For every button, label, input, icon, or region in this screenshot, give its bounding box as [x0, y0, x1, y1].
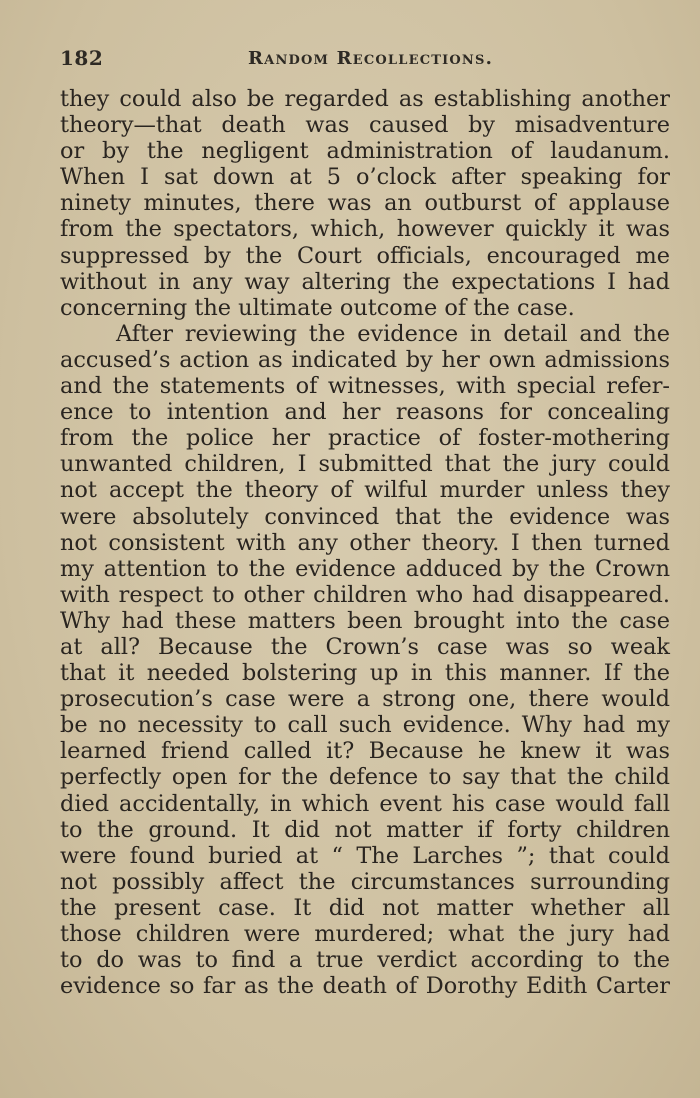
text-line: After reviewing the evidence in detail and the — [116, 320, 670, 347]
text-line: without in any way altering the expectations I had — [60, 268, 670, 295]
text-line: and the statements of witnesses, with special refer- — [60, 373, 670, 400]
text-line: learned friend called it? Because he knew it was — [60, 738, 670, 765]
text-line: were absolutely convinced that the evidence was — [60, 503, 670, 530]
text-line: be no necessity to call such evidence. Why had my — [60, 712, 670, 739]
body-text — [60, 86, 670, 999]
text-line: When I sat down at 5 o’clock after speaking for — [60, 164, 670, 191]
page-number: 182 — [60, 46, 104, 70]
text-line: not possibly affect the circumstances surrounding — [60, 868, 670, 895]
text-line: at all? Because the Crown’s case was so weak — [60, 633, 670, 660]
text-line: to do was to find a true verdict according to the — [60, 947, 670, 974]
text-line: suppressed by the Court officials, encouraged me — [60, 242, 670, 269]
text-line: the present case. It did not matter whether all — [60, 894, 670, 921]
text-line: not consistent with any other theory. I then turned — [60, 529, 670, 556]
text-line: prosecution’s case were a strong one, there would — [60, 686, 670, 713]
text-line: ninety minutes, there was an outburst of applause — [60, 190, 670, 217]
text-line: were found buried at “ The Larches ”; that could — [60, 842, 670, 869]
text-line: accused’s action as indicated by her own admissions — [60, 346, 670, 373]
text-line: from the spectators, which, however quickly it was — [60, 216, 670, 243]
text-line: theory—that death was caused by misadventure — [60, 112, 670, 139]
paragraph — [60, 321, 670, 999]
text-line: to the ground. It did not matter if forty children — [60, 816, 670, 843]
text-line: ence to intention and her reasons for concealing — [60, 399, 670, 426]
running-head: Random Recollections. — [248, 48, 494, 69]
text-line: that it needed bolstering up in this manner. If the — [60, 660, 670, 687]
text-line: with respect to other children who had disappeared. — [60, 581, 670, 608]
text-line: died accidentally, in which event his case would fall — [60, 790, 670, 817]
page-header — [60, 46, 672, 78]
text-line: my attention to the evidence adduced by the Crown — [60, 555, 670, 582]
text-line: concerning the ultimate outcome of the case. — [60, 294, 575, 321]
text-line: from the police her practice of foster-mothering — [60, 425, 670, 452]
text-line: evidence so far as the death of Dorothy Edith Carter — [60, 973, 670, 1000]
paragraph — [60, 86, 670, 321]
text-line: they could also be regarded as establishing another — [60, 86, 670, 112]
text-line: unwanted children, I submitted that the jury could — [60, 451, 670, 478]
text-line: those children were murdered; what the jury had — [60, 921, 670, 947]
text-line: not accept the theory of wilful murder unless they — [60, 477, 670, 504]
text-line: Why had these matters been brought into the case — [60, 607, 670, 634]
text-line: perfectly open for the defence to say that the child — [60, 764, 670, 791]
text-line: or by the negligent administration of laudanum. — [60, 138, 670, 165]
